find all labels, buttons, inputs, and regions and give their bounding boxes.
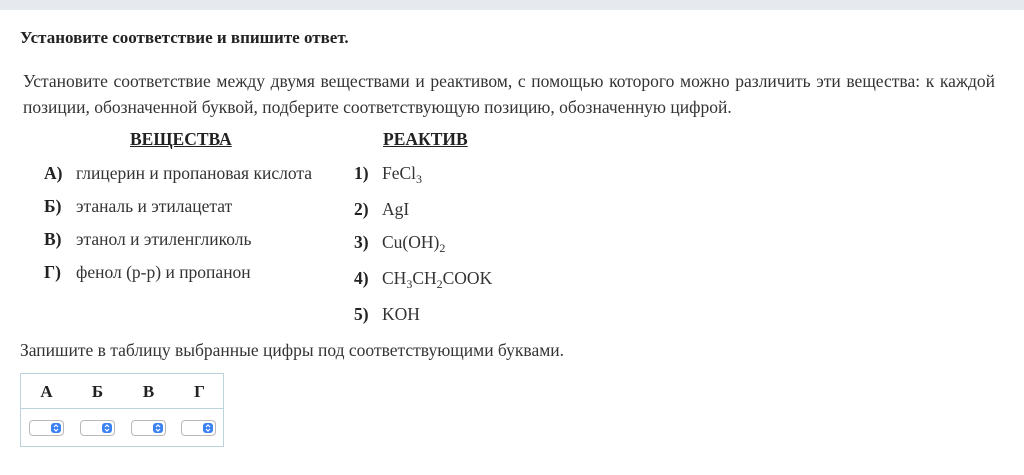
answer-column-header: Б bbox=[91, 382, 104, 401]
reagent-formula: FeCl$_3$ bbox=[382, 163, 423, 186]
answer-column-header: А bbox=[40, 382, 53, 401]
reagent-label: 4) bbox=[354, 268, 369, 288]
answer-select-b[interactable] bbox=[80, 420, 115, 436]
reagent-formula: $Cu(OH)_2$ bbox=[382, 232, 446, 255]
reagent-formula: $CH_3CH_2COOK$ bbox=[382, 268, 493, 291]
substances-header: ВЕЩЕСТВА bbox=[130, 129, 232, 149]
substance-text: этаналь и этилацетат bbox=[76, 196, 233, 216]
select-arrows-icon bbox=[203, 423, 213, 433]
select-arrows-icon bbox=[102, 423, 112, 433]
reagent-formula: KOH bbox=[382, 304, 420, 324]
answer-select-v[interactable] bbox=[131, 420, 166, 436]
substance-label: В) bbox=[44, 229, 62, 249]
answer-select-g[interactable] bbox=[181, 420, 216, 436]
reagent-label: 1) bbox=[354, 163, 369, 183]
substance-label: А) bbox=[44, 163, 63, 183]
substance-text: фенол (р-р) и пропанон bbox=[76, 262, 251, 282]
substance-label: Б) bbox=[44, 196, 62, 216]
task-title: Установите соответствие и впишите ответ. bbox=[20, 28, 349, 47]
answer-column-header: Г bbox=[194, 382, 205, 401]
answer-column-header: В bbox=[142, 382, 155, 401]
select-arrows-icon bbox=[51, 423, 61, 433]
answer-table bbox=[20, 373, 224, 447]
reagent-label: 2) bbox=[354, 199, 369, 219]
substance-text: этанол и этиленгликоль bbox=[76, 229, 252, 249]
reagent-label: 3) bbox=[354, 232, 369, 252]
reagent-header: РЕАКТИВ bbox=[383, 129, 468, 149]
reagent-formula: AgI bbox=[382, 199, 410, 219]
top-bar bbox=[0, 0, 1024, 10]
answer-table-header-row bbox=[21, 374, 223, 409]
question-text: Установите соответствие между двумя веществами и реактивом, с помощью которого можно различить эти вещества: к каждой позиции, обозначенной буквой, подберите соответствующую позицию, обозначенную цифрой. bbox=[23, 71, 995, 117]
answer-select-a[interactable] bbox=[29, 420, 64, 436]
reagent-label: 5) bbox=[354, 304, 369, 324]
substance-label: Г) bbox=[44, 262, 61, 282]
select-arrows-icon bbox=[153, 423, 163, 433]
answer-instruction: Запишите в таблицу выбранные цифры под соответствующими буквами. bbox=[20, 340, 565, 360]
substance-text: глицерин и пропановая кислота bbox=[76, 163, 312, 183]
